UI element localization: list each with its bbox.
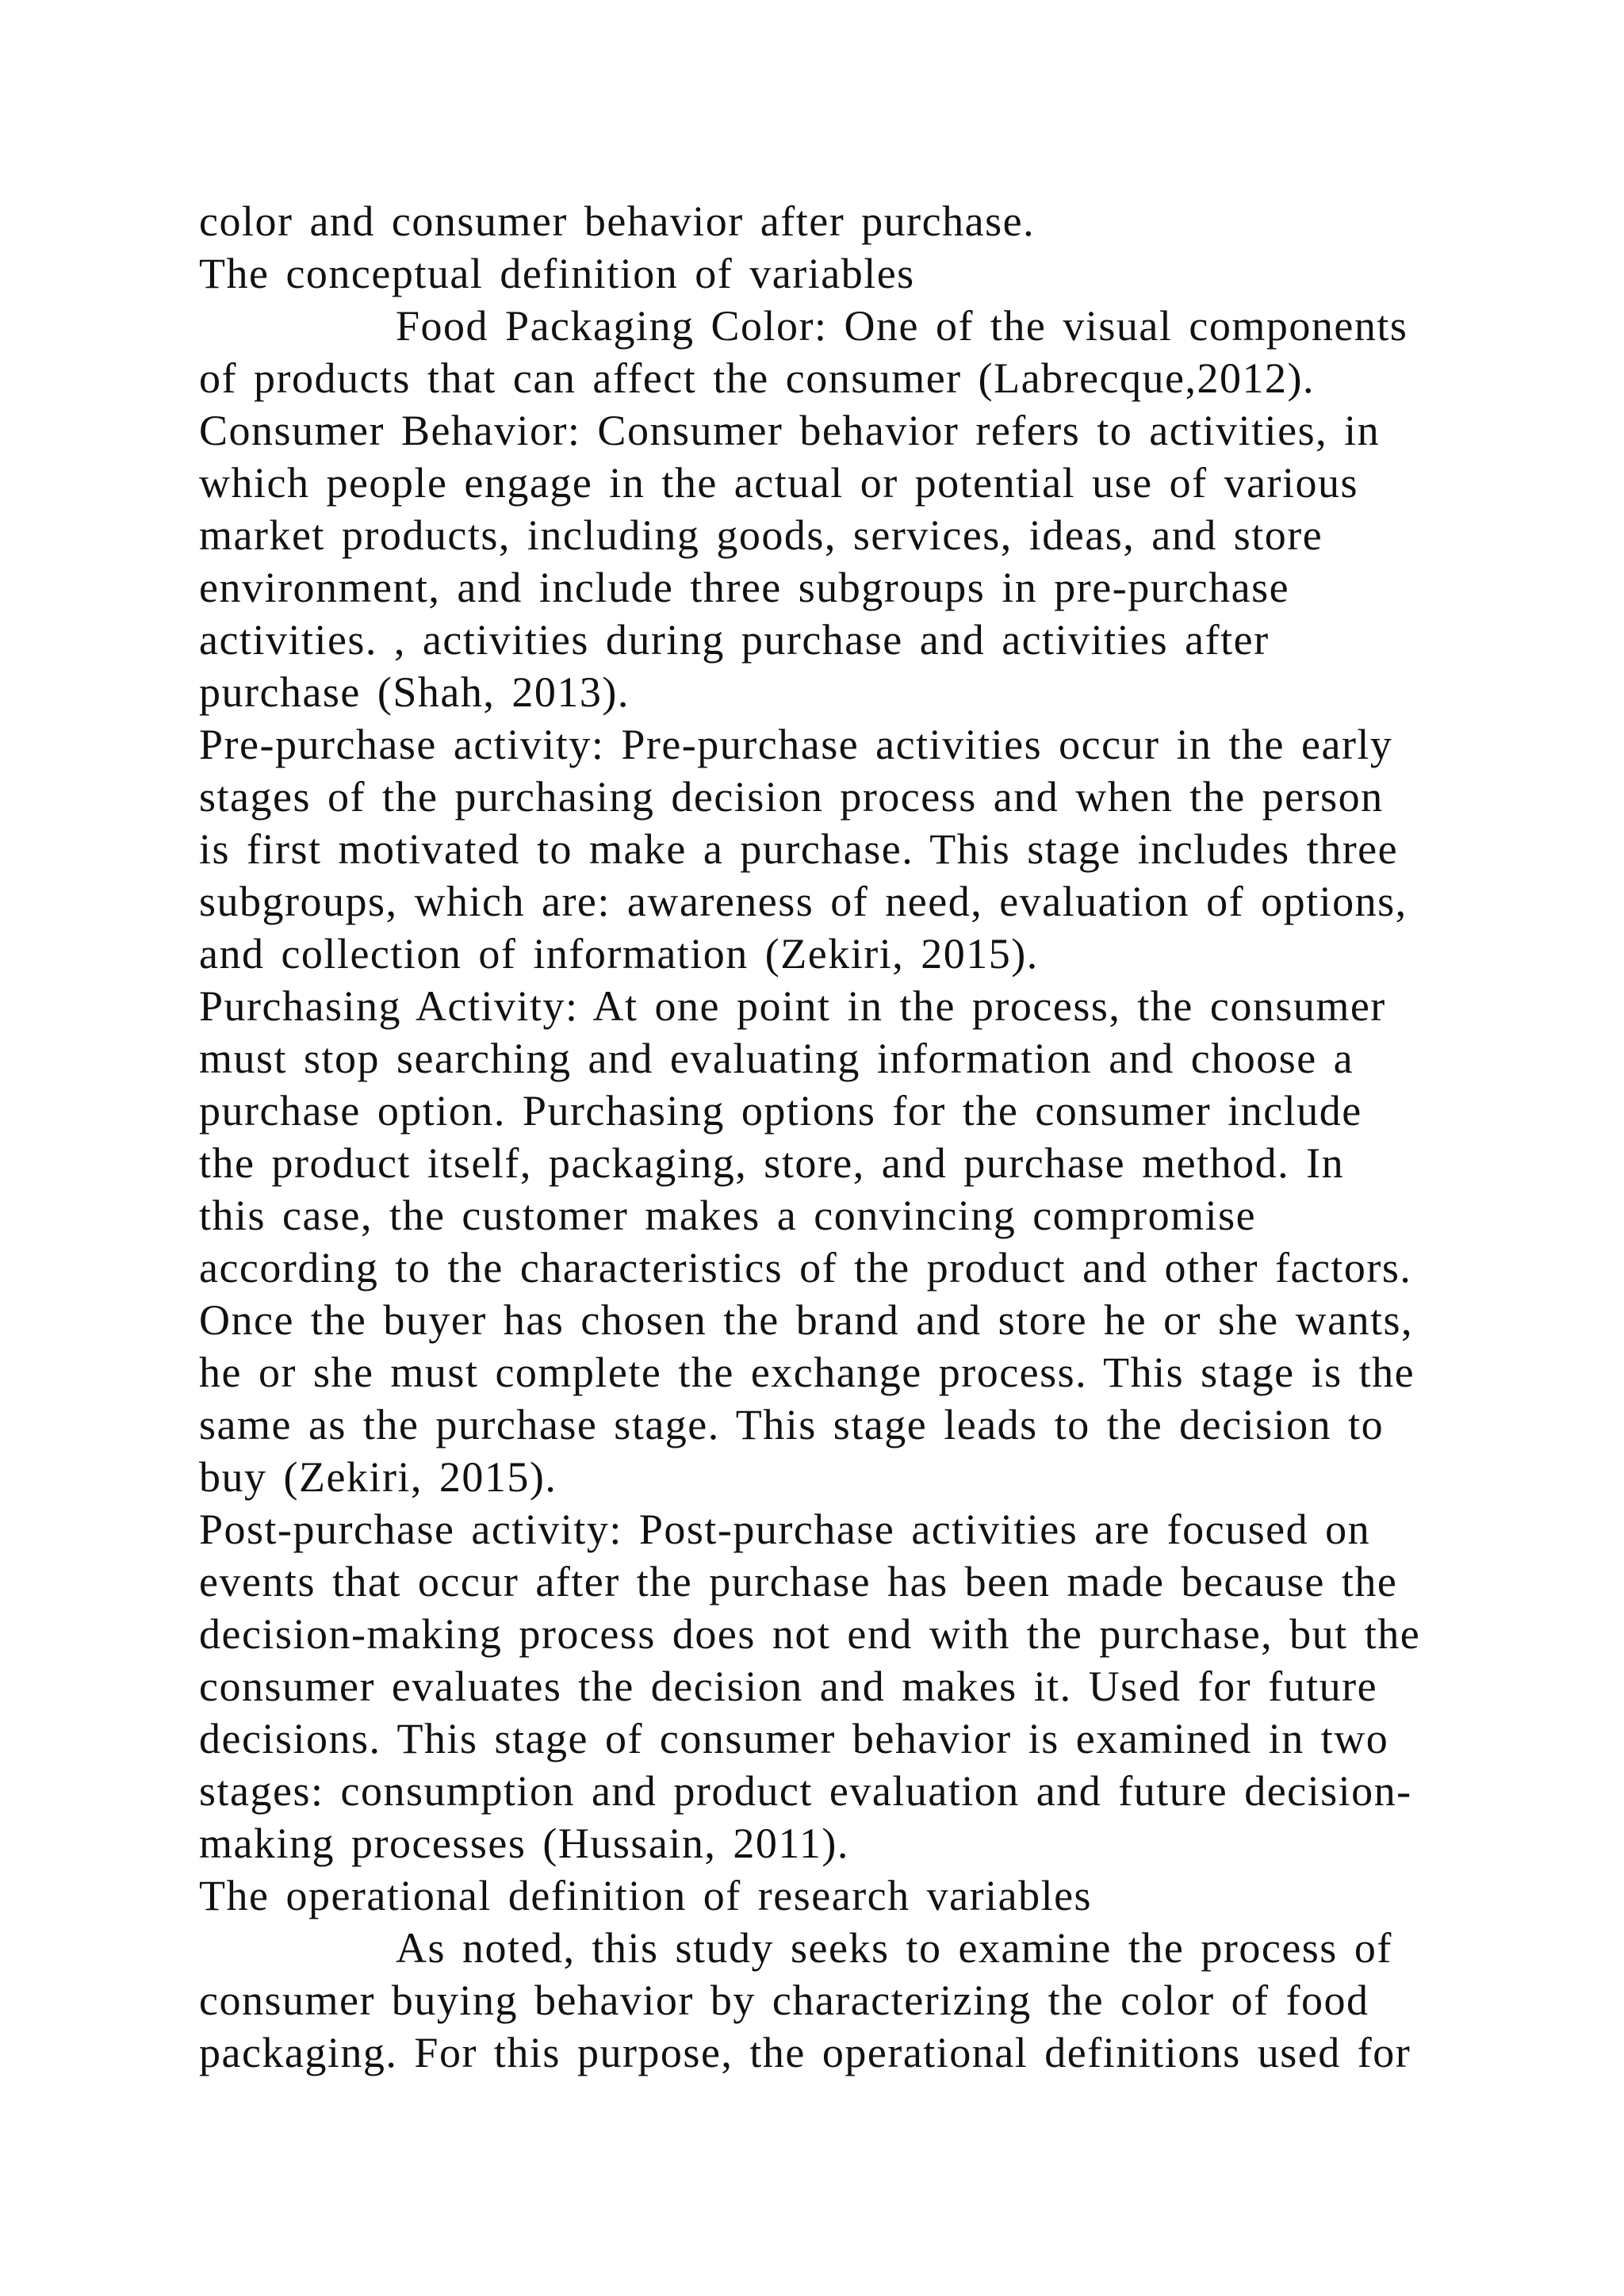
text-line: consumer evaluates the decision and makes it. Used for future	[199, 1663, 1378, 1710]
text-line: Food Packaging Color: One of the visual components	[396, 302, 1408, 350]
text-line: decisions. This stage of consumer behavior is examined in two	[199, 1715, 1389, 1762]
text-line: making processes (Hussain, 2011).	[199, 1820, 849, 1867]
text-line: As noted, this study seeks to examine the process of	[396, 1924, 1392, 1972]
text-line: purchase option. Purchasing options for the consumer include	[199, 1087, 1362, 1135]
text-line: Pre-purchase activity: Pre-purchase activities occur in the early	[199, 721, 1393, 768]
text-line: which people engage in the actual or potential use of various	[199, 459, 1359, 507]
text-line: according to the characteristics of the product and other factors.	[199, 1244, 1412, 1292]
text-line: events that occur after the purchase has been made because the	[199, 1558, 1398, 1605]
text-line: he or she must complete the exchange process. This stage is the	[199, 1349, 1415, 1396]
text-line: subgroups, which are: awareness of need, evaluation of options,	[199, 878, 1408, 925]
text-line: stages: consumption and product evaluation and future decision-	[199, 1767, 1412, 1815]
section-heading: The operational definition of research variables	[199, 1872, 1093, 1919]
document-body	[199, 195, 1547, 2079]
text-line: the product itself, packaging, store, and purchase method. In	[199, 1139, 1345, 1187]
text-line: and collection of information (Zekiri, 2015).	[199, 930, 1039, 978]
text-line: Consumer Behavior: Consumer behavior refers to activities, in	[199, 407, 1381, 454]
text-line: decision-making process does not end with the purchase, but the	[199, 1610, 1421, 1658]
text-line: Purchasing Activity: At one point in the process, the consumer	[199, 982, 1386, 1030]
text-line: same as the purchase stage. This stage leads to the decision to	[199, 1401, 1385, 1448]
text-line: activities. , activities during purchase and activities after	[199, 616, 1270, 664]
text-line: Post-purchase activity: Post-purchase activities are focused on	[199, 1506, 1371, 1553]
text-line: color and consumer behavior after purchase.	[199, 197, 1036, 245]
text-line: consumer buying behavior by characterizing the color of food	[199, 1976, 1369, 2024]
section-heading: The conceptual definition of variables	[199, 250, 915, 297]
text-line: market products, including goods, services, ideas, and store	[199, 511, 1323, 559]
text-line: Once the buyer has chosen the brand and store he or she wants,	[199, 1296, 1414, 1344]
text-line: purchase (Shah, 2013).	[199, 668, 630, 716]
text-line: is first motivated to make a purchase. This stage includes three	[199, 825, 1399, 873]
text-line: of products that can affect the consumer (Labrecque,2012).	[199, 354, 1315, 402]
text-line: environment, and include three subgroups in pre-purchase	[199, 564, 1290, 611]
text-line: stages of the purchasing decision process and when the person	[199, 773, 1384, 821]
text-line: packaging. For this purpose, the operational definitions used for	[199, 2029, 1411, 2076]
text-line: buy (Zekiri, 2015).	[199, 1453, 557, 1501]
text-line: this case, the customer makes a convincing compromise	[199, 1192, 1257, 1239]
text-line: must stop searching and evaluating information and choose a	[199, 1035, 1354, 1082]
